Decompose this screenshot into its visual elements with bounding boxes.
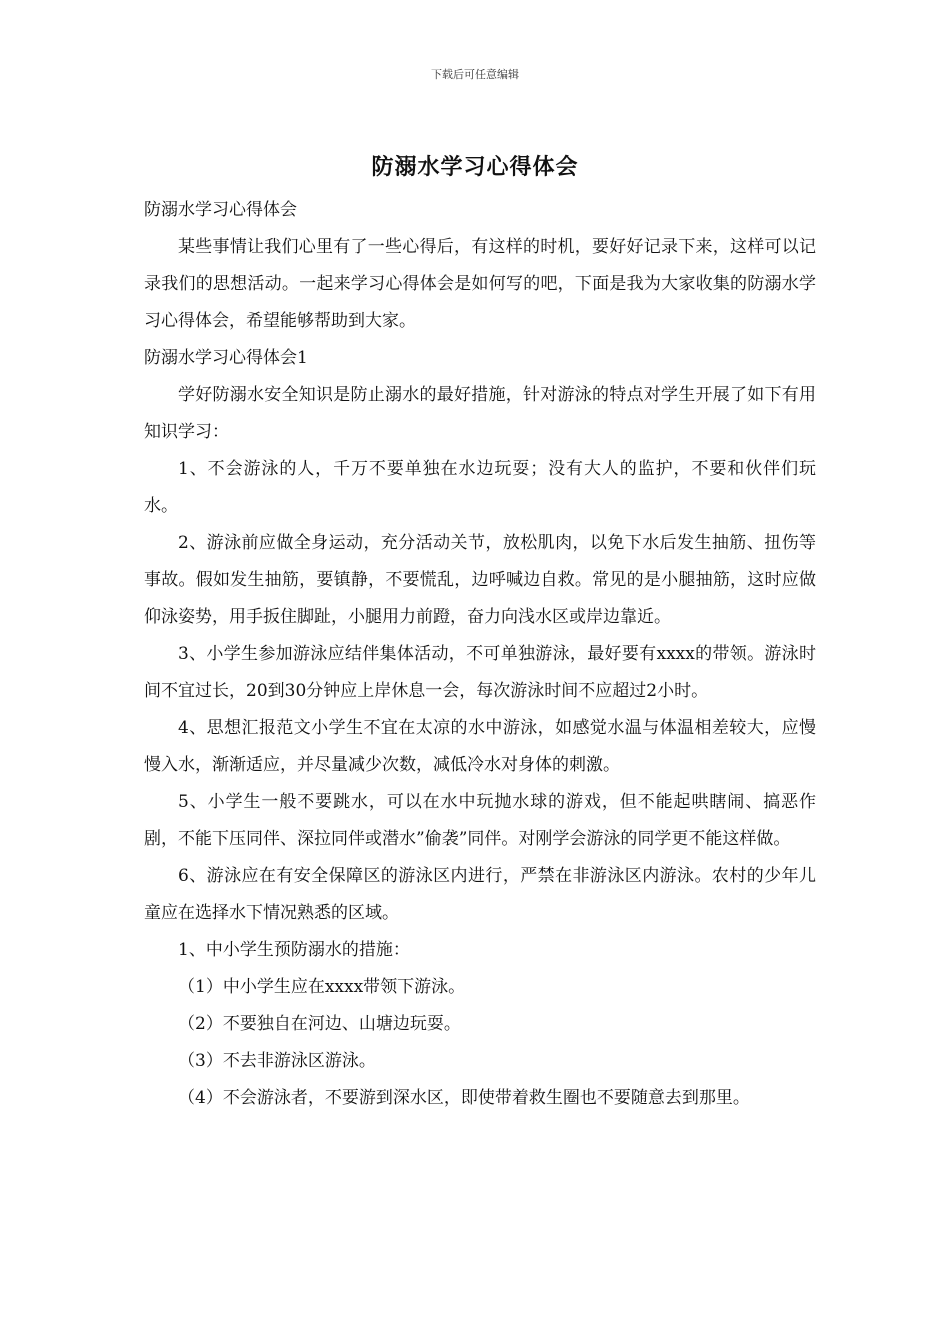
list-item-measure-1: （1）中小学生应在xxxx带领下游泳。 bbox=[178, 977, 466, 997]
paragraph-measures-heading: 1、中小学生预防溺水的措施： bbox=[178, 940, 410, 960]
paragraph-section-intro: 学好防溺水安全知识是防止溺水的最好措施，针对游泳的特点对学生开展了如下有用知识学习： bbox=[144, 385, 816, 442]
paragraph-subtitle: 防溺水学习心得体会 bbox=[144, 200, 297, 220]
paragraph-point-5: 5、小学生一般不要跳水，可以在水中玩抛水球的游戏，但不能起哄瞎闹、搞恶作剧，不能下压同伴、深拉同伴或潜水”偷袭”同伴。对刚学会游泳的同学更不能这样做。 bbox=[144, 792, 816, 849]
paragraph-point-6: 6、游泳应在有安全保障区的游泳区内进行，严禁在非游泳区内游泳。农村的少年儿童应在选择水下情况熟悉的区域。 bbox=[144, 866, 816, 923]
page-header-note: 下载后可任意编辑 bbox=[431, 68, 519, 81]
list-item-measure-3: （3）不去非游泳区游泳。 bbox=[178, 1051, 376, 1071]
paragraph-point-1: 1、不会游泳的人，千万不要单独在水边玩耍；没有大人的监护，不要和伙伴们玩水。 bbox=[144, 459, 816, 516]
paragraph-point-4: 4、思想汇报范文小学生不宜在太凉的水中游泳，如感觉水温与体温相差较大，应慢慢入水，渐渐适应，并尽量减少次数，减低冷水对身体的刺激。 bbox=[144, 718, 816, 775]
paragraph-point-2: 2、游泳前应做全身运动，充分活动关节，放松肌肉，以免下水后发生抽筋、扭伤等事故。假如发生抽筋，要镇静，不要慌乱，边呼喊边自救。常见的是小腿抽筋，这时应做仰泳姿势，用手扳住脚趾，小腿用力前蹬，奋力向浅水区或岸边靠近。 bbox=[144, 533, 816, 627]
list-item-measure-4: （4）不会游泳者，不要游到深水区，即使带着救生圈也不要随意去到那里。 bbox=[178, 1088, 750, 1108]
paragraph-intro: 某些事情让我们心里有了一些心得后，有这样的时机，要好好记录下来，这样可以记录我们的思想活动。一起来学习心得体会是如何写的吧，下面是我为大家收集的防溺水学习心得体会，希望能够帮助到大家。 bbox=[144, 237, 816, 331]
paragraph-point-3: 3、小学生参加游泳应结伴集体活动，不可单独游泳，最好要有xxxx的带领。游泳时间不宜过长，20到30分钟应上岸休息一会，每次游泳时间不应超过2小时。 bbox=[144, 644, 816, 701]
list-item-measure-2: （2）不要独自在河边、山塘边玩耍。 bbox=[178, 1014, 461, 1034]
document-body bbox=[144, 192, 816, 1117]
document-title: 防溺水学习心得体会 bbox=[371, 154, 579, 180]
section-heading-1: 防溺水学习心得体会1 bbox=[144, 348, 308, 368]
